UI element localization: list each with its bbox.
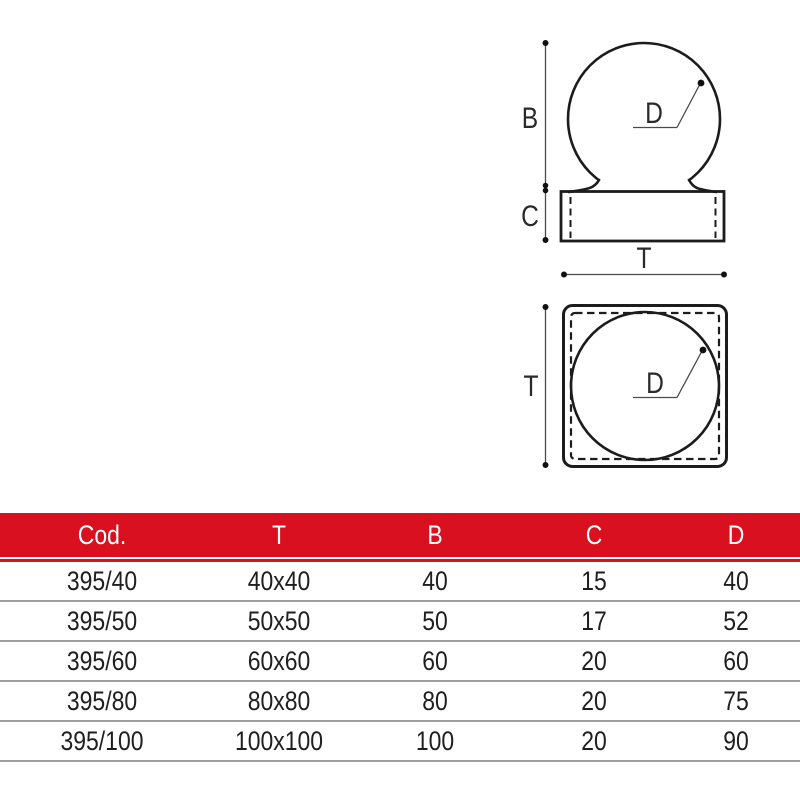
table-row (0, 682, 800, 722)
cell-c: 17 (581, 606, 607, 636)
cell-d: 52 (723, 606, 749, 636)
table-body (0, 562, 800, 762)
dimension-t-top (523, 304, 548, 468)
table-row (0, 642, 800, 682)
spec-table (0, 513, 800, 762)
table-row (0, 562, 800, 602)
dim-dot (721, 272, 727, 278)
dimension-b-c (521, 40, 548, 243)
table-header-row (0, 513, 800, 557)
dim-dot (543, 40, 549, 46)
label-c: C (521, 198, 539, 233)
cell-d: 40 (723, 566, 749, 596)
d-leader-dot (698, 80, 705, 87)
label-d: D (645, 95, 663, 130)
cell-cod: 395/100 (60, 726, 144, 756)
cap-outer-square (564, 306, 727, 467)
cell-cod: 395/50 (66, 606, 138, 636)
label-d: D (646, 365, 664, 400)
cell-c: 20 (581, 646, 607, 676)
cell-t: 80x80 (247, 686, 311, 716)
side-view-diagram (521, 40, 727, 278)
cell-b: 50 (422, 606, 448, 636)
cell-cod: 395/60 (66, 646, 138, 676)
cell-cod: 395/80 (66, 686, 138, 716)
dim-dot (543, 304, 549, 310)
header-cell-d: D (727, 520, 745, 550)
dim-dot (561, 272, 567, 278)
cell-d: 75 (723, 686, 749, 716)
cell-t: 60x60 (247, 646, 311, 676)
cell-d: 60 (723, 646, 749, 676)
cell-t: 100x100 (234, 726, 324, 756)
cell-t: 40x40 (247, 566, 311, 596)
label-t: T (636, 240, 652, 275)
cell-d: 90 (723, 726, 749, 756)
cell-b: 80 (422, 686, 448, 716)
cap-body (561, 192, 724, 242)
table-row (0, 602, 800, 642)
cell-b: 100 (415, 726, 455, 756)
table-row (0, 722, 800, 762)
cell-b: 60 (422, 646, 448, 676)
header-cell-t: T (271, 520, 287, 550)
dim-dot (543, 462, 549, 468)
cell-b: 40 (422, 566, 448, 596)
cell-c: 20 (581, 686, 607, 716)
cell-c: 15 (581, 566, 607, 596)
dimension-t-side (561, 241, 727, 278)
cell-c: 20 (581, 726, 607, 756)
top-view-diagram (523, 304, 726, 468)
cell-cod: 395/40 (66, 566, 138, 596)
dim-dot (543, 183, 549, 189)
dim-dot (543, 188, 549, 194)
header-cell-b: B (427, 520, 443, 550)
ball-outline (568, 43, 720, 195)
label-t: T (523, 368, 539, 403)
header-cell-c: C (585, 520, 603, 550)
cell-t: 50x50 (247, 606, 311, 636)
d-leader-dot (700, 347, 707, 354)
header-cell-cod: Cod. (77, 520, 127, 550)
label-b: B (521, 100, 539, 135)
dim-dot (543, 237, 549, 243)
